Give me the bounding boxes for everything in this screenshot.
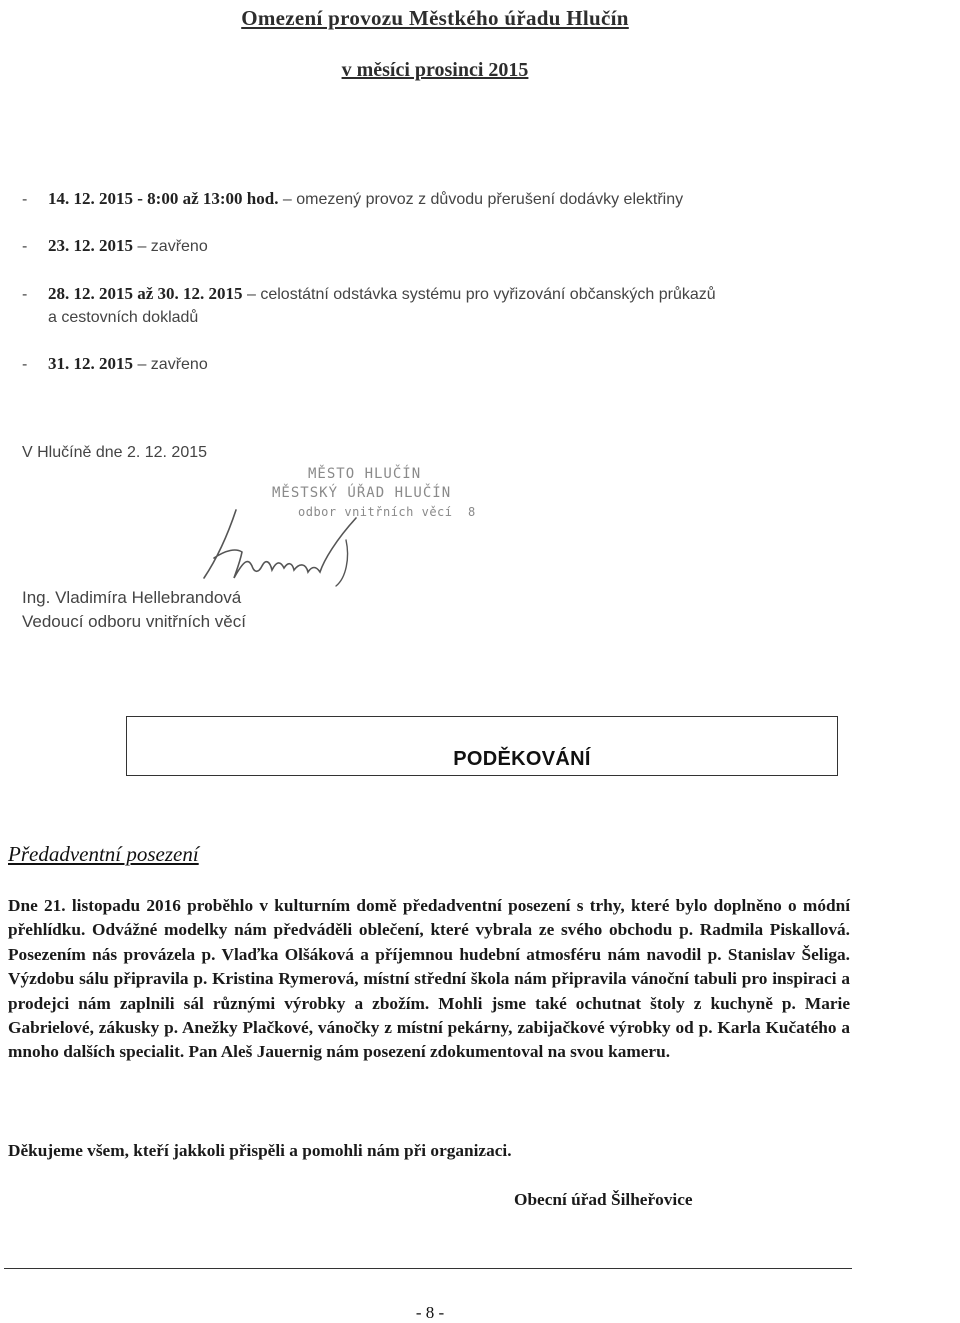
closure-item [22, 234, 208, 258]
thanks-heading: PODĚKOVÁNÍ [453, 748, 591, 770]
stamp-number: 8 [467, 505, 476, 519]
event-signature: Obecní úřad Šilheřovice [514, 1190, 693, 1209]
item-text: – zavřeno [133, 356, 208, 373]
handwritten-signature [196, 500, 376, 590]
thanks-banner [126, 716, 838, 776]
event-thanks: Děkujeme všem, kteří jakkoli přispěli a pomohli nám při organizaci. [8, 1141, 512, 1160]
notice-subtitle: v měsíci prosinci 2015 [341, 59, 529, 81]
signer-name: Ing. Vladimíra Hellebrandová [22, 588, 242, 607]
event-body: Dne 21. listopadu 2016 proběhlo v kulturním domě předadventní posezení s trhy, které bylo doplněno o módní přehlídku. Odvážné modelky nám předváděli oblečení, které vybrala ze svého obchodu p. Radmila Piskallová. Posezením nás provázela p. Vlaďka Olšáková a příjemnou hudební atmosféru nám navodil p. Stanislav Šeliga. Výzdobu sálu připravila p. Kristina Rymerová, místní střední škola nám připravila vánoční tabuli pro inspiraci a prodejci nám zaplnili sál různými výrobky a zbožím. Mohli jsme také ochutnat štoly z kuchyně p. Marie Gabrielové, zákusky p. Anežky Plačkové, vánočky z místní pekárny, zabijačkové výrobky od p. Karla Kučatého a mnoho dalších specialit. Pan Aleš Jauernig nám posezení zdokumentoval na svou kameru. [8, 896, 850, 1062]
signer-role: Vedoucí odboru vnitřních věcí [22, 612, 246, 631]
item-dash: - [22, 286, 28, 303]
notice-title: Omezení provozu Městkého úřadu Hlučín [241, 6, 629, 30]
event-title: Předadventní posezení [8, 842, 199, 866]
stamp-department: odbor vnitřních věcí [298, 505, 453, 519]
item-date: 31. 12. 2015 [48, 354, 133, 373]
stamp-line: MĚSTO HLUČÍN [308, 466, 422, 482]
closure-item [22, 187, 683, 211]
item-text: – zavřeno [133, 238, 208, 255]
item-date: 23. 12. 2015 [48, 236, 133, 255]
item-date: 14. 12. 2015 - 8:00 až 13:00 hod. [48, 189, 279, 208]
page-number: - 8 - [415, 1303, 445, 1322]
closure-item [22, 352, 208, 376]
stamp-line: MĚSTSKÝ ÚŘAD HLUČÍN [272, 485, 452, 501]
item-text: – celostátní odstávka systému pro vyřizování občanských průkazů [242, 286, 716, 303]
item-date: 28. 12. 2015 až 30. 12. 2015 [48, 284, 243, 303]
item-dash: - [22, 191, 28, 208]
closure-item [22, 282, 716, 329]
item-dash: - [22, 238, 28, 255]
place-date: V Hlučíně dne 2. 12. 2015 [22, 444, 208, 461]
item-text: – omezený provoz z důvodu přerušení dodávky elektřiny [278, 191, 684, 208]
item-dash: - [22, 356, 28, 373]
footer-divider [4, 1268, 852, 1269]
item-continuation: a cestovních dokladů [48, 309, 199, 326]
